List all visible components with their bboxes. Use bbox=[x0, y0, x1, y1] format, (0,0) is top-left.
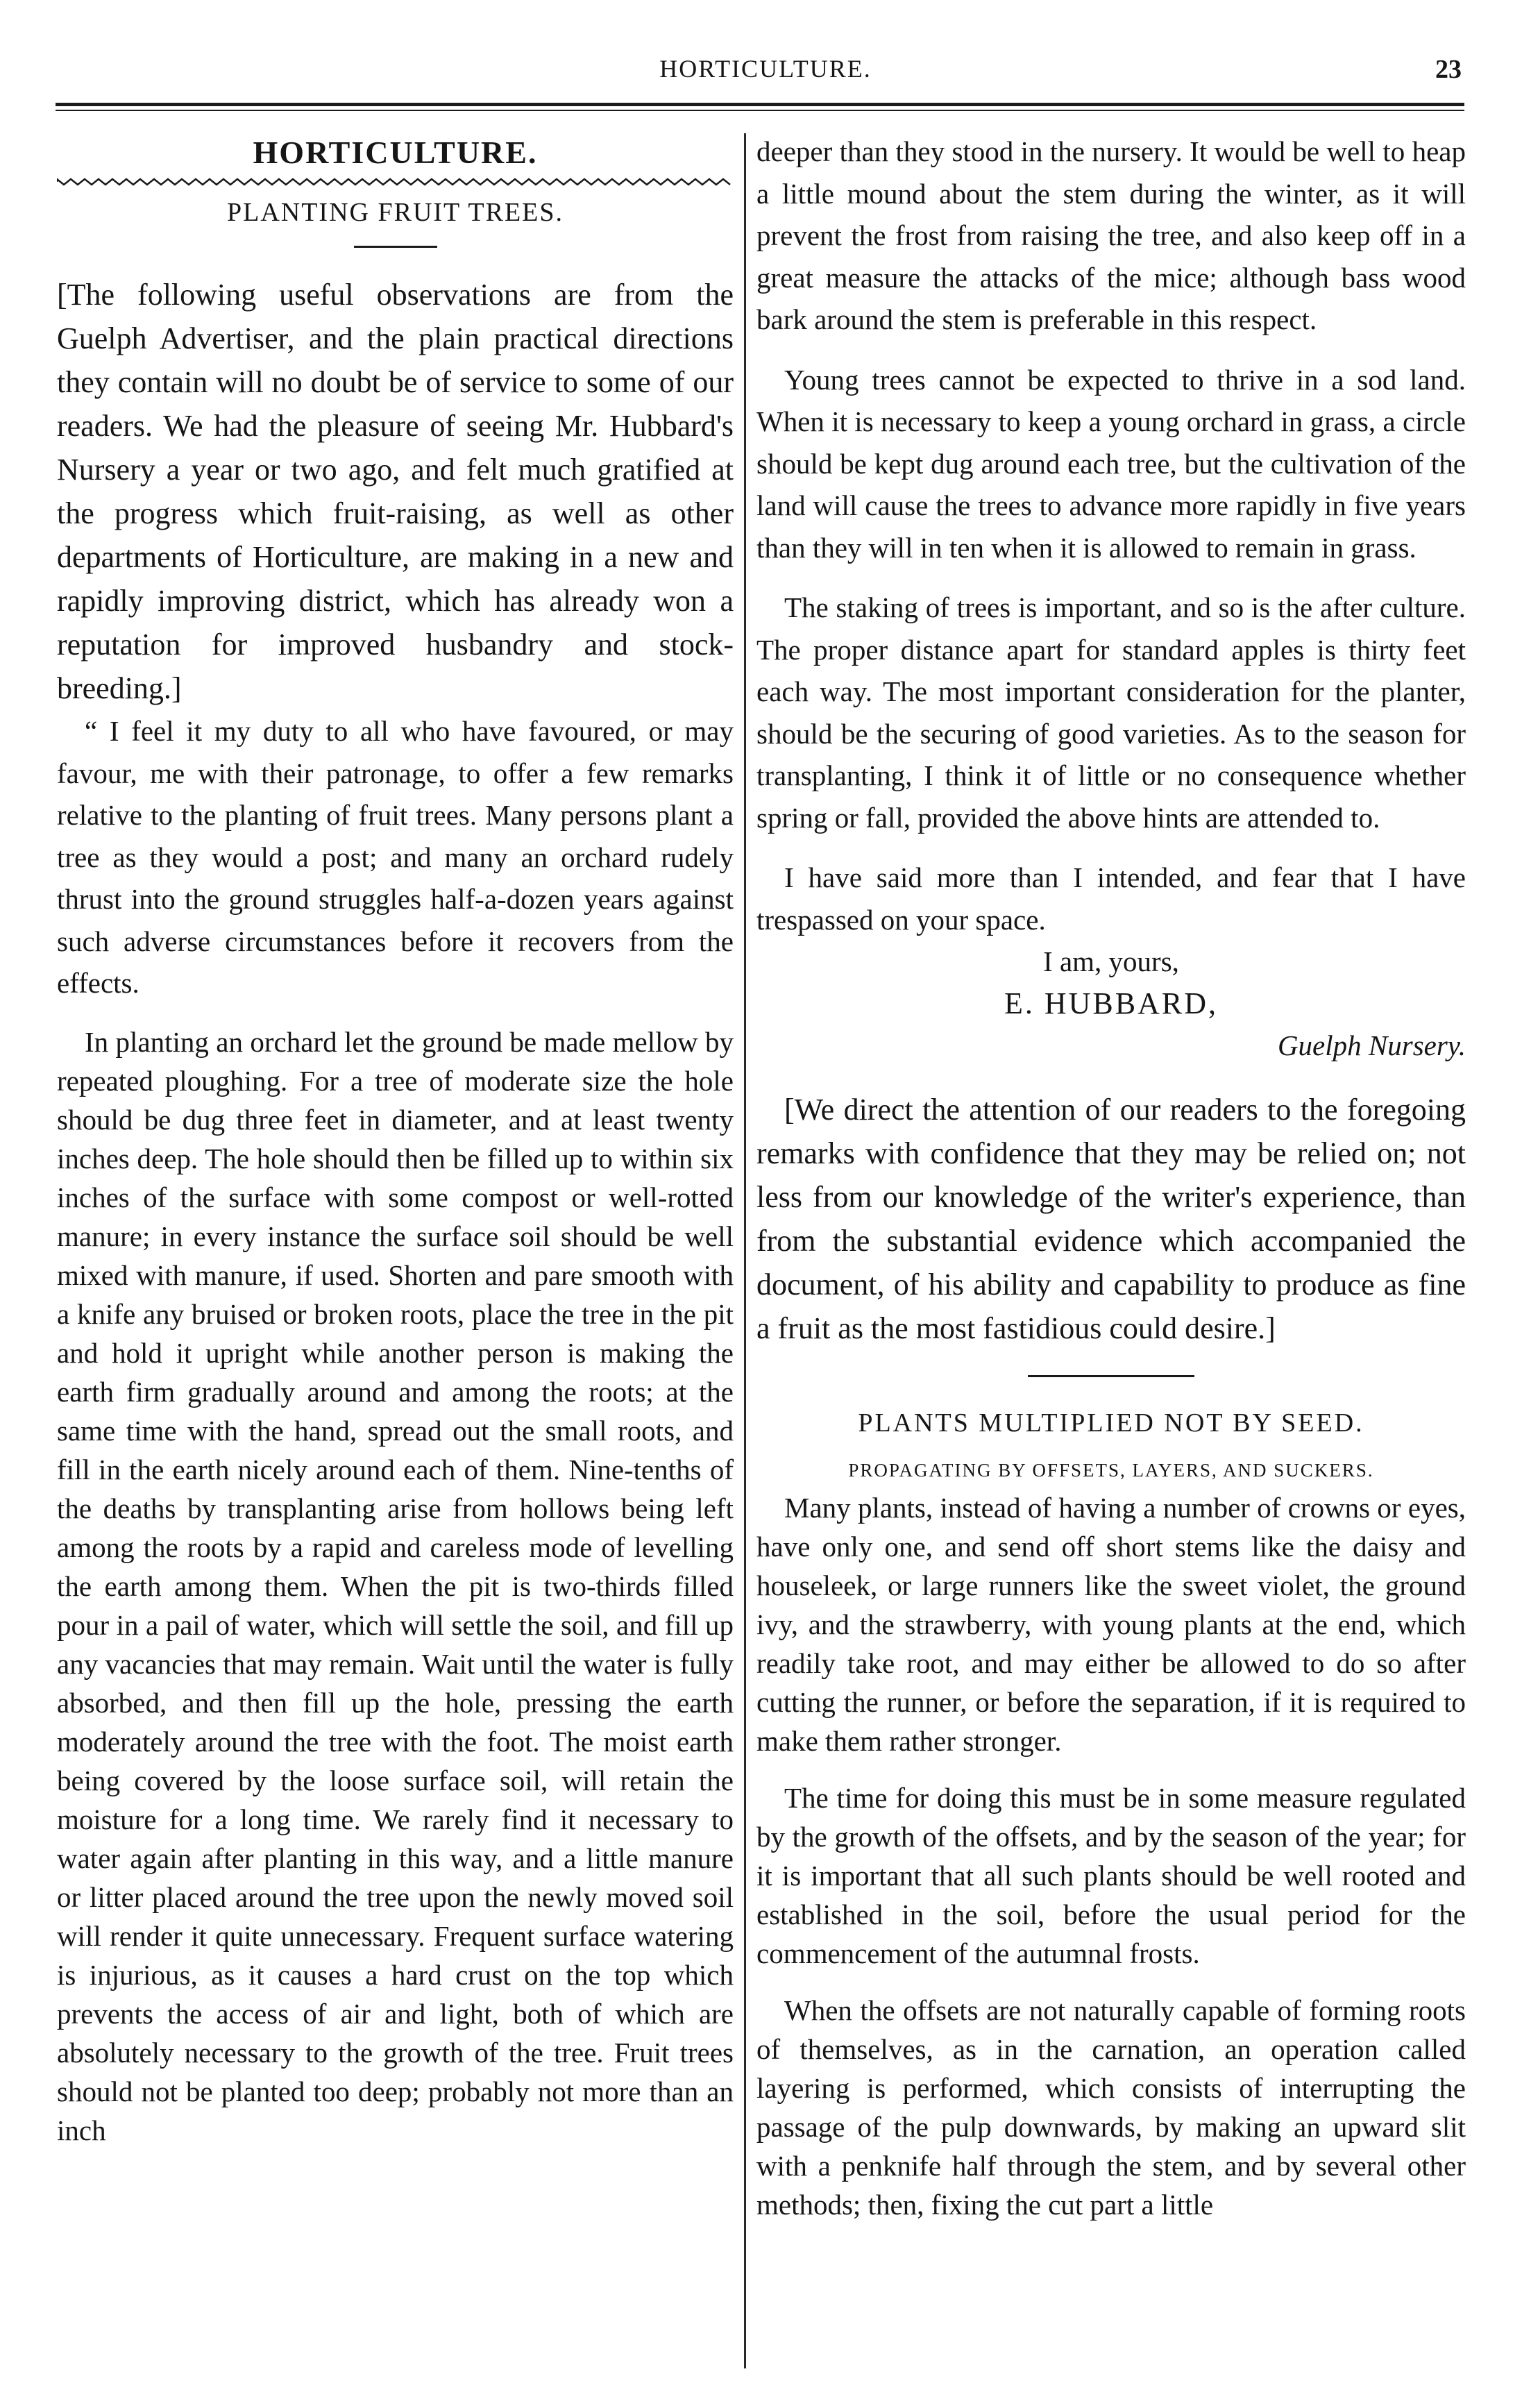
running-head bbox=[0, 54, 1531, 96]
left-column bbox=[57, 132, 734, 2150]
paragraph: “ I feel it my duty to all who have favoured, or may favour, me with their patronage, to offer a few remarks relative to the planting of fruit trees. Many persons plant a tree as they would a post; and many an orchard rudely thrust into the ground struggles half-a-dozen years against such adverse circumstances before it recovers from the effects. bbox=[57, 715, 734, 999]
wavy-rule bbox=[57, 176, 734, 187]
header-rule bbox=[56, 103, 1464, 106]
header-rule-thin bbox=[56, 110, 1464, 111]
paragraph: In planting an orchard let the ground be made mellow by repeated ploughing. For a tree of moderate size the hole should be dug three feet in diameter, and at least twenty inches deep. The hole should then be filled up to within six inches of the surface with some compost or well-rotted manure; in every instance the surface soil should be well mixed with manure, if used. Shorten and pare smooth with a knife any bruised or broken roots, place the tree in the pit and hold it upright while another person is making the earth firm gradually around and among the roots; at the same time with the hand, spread out the small roots, and fill in the earth nicely around each of them. Nine-tenths of the deaths by transplanting arise from hollows being left among the roots by a rapid and careless mode of levelling the earth among them. When the pit is two-thirds filled pour in a pail of water, which will settle the soil, and fill up any vacancies that may remain. Wait until the water is fully absorbed, and then fill up the hole, pressing the earth moderately around the tree with the foot. The moist earth being covered by the loose surface soil, will retain the moisture for a long time. We rarely find it necessary to water again after planting in this way, and a little manure or litter placed around the tree upon the newly moved soil will render it quite unnecessary. Frequent surface watering is injurious, as it causes a hard crust on the top which prevents the access of air and light, both of which are absolutely necessary to the growth of the tree. Fruit trees should not be planted too deep; probably not more than an inch bbox=[57, 1025, 734, 2146]
article-title: PLANTS MULTIPLIED NOT BY SEED. bbox=[858, 1408, 1364, 1438]
column-divider bbox=[744, 133, 746, 2368]
running-title: HORTICULTURE. bbox=[659, 55, 872, 83]
letter-closing: I am, yours, bbox=[1043, 945, 1179, 977]
paragraph: When the offsets are not naturally capable of forming roots of themselves, as in the carnation, an operation called layering is performed, which consists of interrupting the passage of the pulp downwards, by making an upward slit with a penknife half through the stem, and by several other methods; then, fixing the cut part a little bbox=[756, 1994, 1466, 2221]
editor-note: [We direct the attention of our readers to the foregoing remarks with confidence that they may be relied on; not less from our knowledge of the writer's experience, than from the substantial evidence which accompanied the document, of his ability and capability to produce as fine a fruit as the most fastidious could desire.] bbox=[756, 1092, 1466, 1345]
intro-note: [The following useful observations are from the Guelph Advertiser, and the plain practical directions they contain will no doubt be of service to some of our readers. We had the pleasure of seeing Mr. Hubbard's Nursery a year or two ago, and felt much gratified at the progress which fruit-raising, as well as other departments of Horticulture, are making in a new and rapidly improving district, which has already won a reputation for improved husbandry and stock-breeding.] bbox=[57, 278, 734, 705]
section-title: HORTICULTURE. bbox=[253, 135, 538, 170]
paragraph: Young trees cannot be expected to thrive in a sod land. When it is necessary to keep a young orchard in grass, a circle should be kept dug around each tree, but the cultivation of the land will cause the trees to advance more rapidly in five years than they will in ten when it is allowed to remain in grass. bbox=[756, 363, 1466, 564]
paragraph: The time for doing this must be in some measure regulated by the growth of the offsets, and by the season of the year; for it is important that all such plants should be well rooted and established in the soil, before the usual period for the commencement of the autumnal frosts. bbox=[756, 1781, 1466, 1969]
paragraph: Many plants, instead of having a number of crowns or eyes, have only one, and send off short stems like the daisy and houseleek, or large runners like the sweet violet, the ground ivy, and the strawberry, with young plants at the end, which readily take root, and may either be allowed to do so after cutting the runner, or before the separation, if it is required to make them rather stronger. bbox=[756, 1491, 1466, 1757]
paragraph: I have said more than I intended, and fear that I have trespassed on your space. bbox=[756, 861, 1466, 936]
section-divider bbox=[1028, 1375, 1194, 1377]
title-rule bbox=[354, 246, 437, 248]
minor-heading: PROPAGATING BY OFFSETS, LAYERS, AND SUCKERS. bbox=[848, 1459, 1374, 1481]
signature-place: Guelph Nursery. bbox=[1277, 1029, 1466, 1061]
right-column bbox=[756, 130, 1466, 2224]
page-number: 23 bbox=[1435, 55, 1462, 84]
article-title: PLANTING FRUIT TREES. bbox=[226, 198, 564, 227]
signature: E. HUBBARD, bbox=[1004, 986, 1219, 1020]
paragraph: The staking of trees is important, and so is the after culture. The proper distance apart for standard apples is thirty feet each way. The most important consideration for the planter, should be the securing of good varieties. As to the season for transplanting, I think it of little or no consequence whether spring or fall, provided the above hints are attended to. bbox=[756, 591, 1466, 834]
paragraph: deeper than they stood in the nursery. It would be well to heap a little mound about the stem during the winter, as it will prevent the frost from raising the tree, and also keep off in a great measure the attacks of the mice; although bass wood bark around the stem is preferable in this respect. bbox=[756, 135, 1466, 335]
